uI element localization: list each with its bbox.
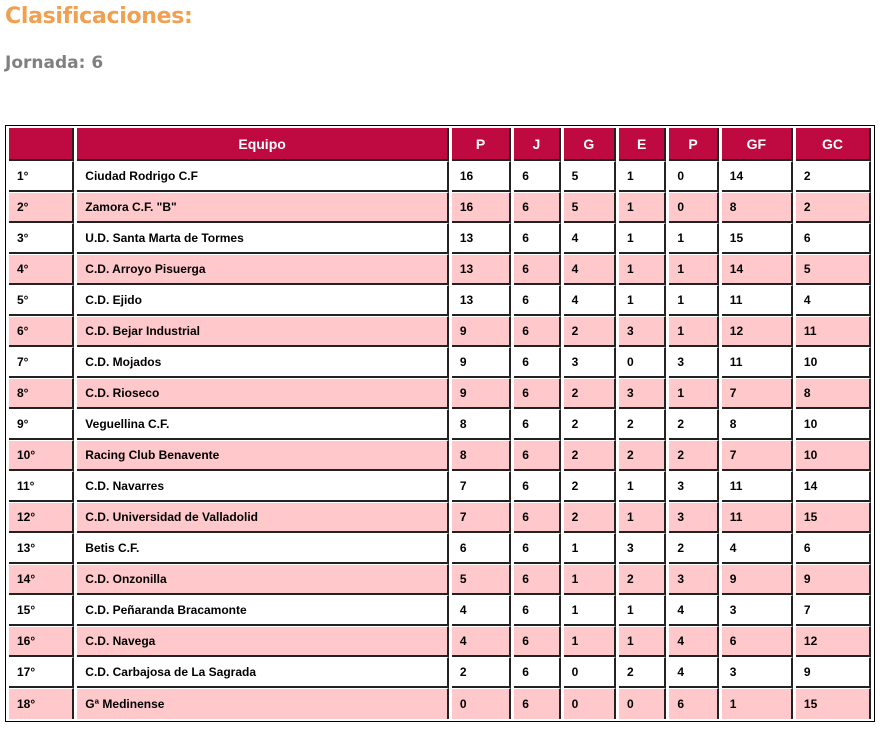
cell-lost: 2 — [669, 440, 718, 471]
cell-position: 17° — [9, 657, 74, 688]
cell-goals-for: 6 — [722, 626, 793, 657]
cell-drawn: 1 — [619, 192, 666, 223]
cell-position: 11° — [9, 471, 74, 502]
cell-goals-for: 7 — [722, 440, 793, 471]
cell-played: 6 — [514, 192, 560, 223]
cell-goals-for: 11 — [722, 285, 793, 316]
cell-lost: 4 — [669, 626, 718, 657]
table-row — [9, 471, 871, 502]
cell-goals-against: 15 — [796, 502, 871, 533]
cell-goals-against: 12 — [796, 626, 871, 657]
cell-position: 4° — [9, 254, 74, 285]
cell-played: 6 — [514, 533, 560, 564]
cell-won: 1 — [564, 564, 616, 595]
cell-goals-against: 5 — [796, 254, 871, 285]
cell-goals-for: 8 — [722, 409, 793, 440]
column-header-goals-for: GF — [722, 128, 793, 161]
cell-goals-against: 9 — [796, 564, 871, 595]
cell-won: 5 — [564, 161, 616, 192]
cell-goals-against: 10 — [796, 409, 871, 440]
cell-drawn: 2 — [619, 657, 666, 688]
cell-lost: 3 — [669, 471, 718, 502]
cell-goals-against: 11 — [796, 316, 871, 347]
cell-points: 0 — [452, 688, 511, 719]
matchday-label: Jornada: 6 — [5, 53, 104, 73]
cell-drawn: 3 — [619, 533, 666, 564]
cell-points: 16 — [452, 192, 511, 223]
column-header-position — [9, 128, 74, 161]
cell-drawn: 2 — [619, 564, 666, 595]
cell-won: 0 — [564, 657, 616, 688]
cell-lost: 1 — [669, 378, 718, 409]
table-row — [9, 285, 871, 316]
cell-team: C.D. Bejar Industrial — [77, 316, 449, 347]
table-row — [9, 192, 871, 223]
table-row — [9, 440, 871, 471]
table-row — [9, 409, 871, 440]
cell-played: 6 — [514, 285, 560, 316]
cell-won: 2 — [564, 316, 616, 347]
cell-goals-against: 10 — [796, 347, 871, 378]
cell-points: 7 — [452, 471, 511, 502]
cell-team: C.D. Universidad de Valladolid — [77, 502, 449, 533]
cell-goals-for: 7 — [722, 378, 793, 409]
cell-position: 8° — [9, 378, 74, 409]
cell-lost: 6 — [669, 688, 718, 719]
cell-team: C.D. Navarres — [77, 471, 449, 502]
cell-lost: 1 — [669, 316, 718, 347]
cell-drawn: 1 — [619, 595, 666, 626]
cell-won: 1 — [564, 626, 616, 657]
cell-points: 16 — [452, 161, 511, 192]
cell-goals-for: 11 — [722, 502, 793, 533]
cell-drawn: 1 — [619, 626, 666, 657]
cell-position: 16° — [9, 626, 74, 657]
cell-played: 6 — [514, 471, 560, 502]
cell-drawn: 1 — [619, 254, 666, 285]
header-row — [9, 128, 871, 161]
cell-goals-against: 15 — [796, 688, 871, 719]
cell-played: 6 — [514, 657, 560, 688]
cell-won: 2 — [564, 440, 616, 471]
cell-team: C.D. Peñaranda Bracamonte — [77, 595, 449, 626]
cell-won: 2 — [564, 502, 616, 533]
cell-position: 3° — [9, 223, 74, 254]
cell-lost: 3 — [669, 347, 718, 378]
cell-played: 6 — [514, 347, 560, 378]
cell-goals-for: 14 — [722, 254, 793, 285]
cell-team: C.D. Carbajosa de La Sagrada — [77, 657, 449, 688]
cell-lost: 1 — [669, 254, 718, 285]
cell-points: 13 — [452, 285, 511, 316]
cell-position: 18° — [9, 688, 74, 719]
cell-position: 14° — [9, 564, 74, 595]
table-row — [9, 223, 871, 254]
cell-points: 13 — [452, 254, 511, 285]
cell-drawn: 1 — [619, 502, 666, 533]
cell-position: 6° — [9, 316, 74, 347]
cell-lost: 2 — [669, 409, 718, 440]
cell-goals-for: 9 — [722, 564, 793, 595]
cell-position: 13° — [9, 533, 74, 564]
cell-won: 2 — [564, 409, 616, 440]
cell-won: 5 — [564, 192, 616, 223]
cell-points: 7 — [452, 502, 511, 533]
cell-points: 9 — [452, 378, 511, 409]
cell-position: 15° — [9, 595, 74, 626]
cell-lost: 4 — [669, 657, 718, 688]
cell-played: 6 — [514, 409, 560, 440]
cell-played: 6 — [514, 564, 560, 595]
cell-points: 5 — [452, 564, 511, 595]
cell-goals-for: 3 — [722, 595, 793, 626]
column-header-goals-against: GC — [796, 128, 871, 161]
cell-goals-for: 14 — [722, 161, 793, 192]
column-header-won: G — [564, 128, 616, 161]
cell-goals-against: 4 — [796, 285, 871, 316]
cell-played: 6 — [514, 502, 560, 533]
table-row — [9, 626, 871, 657]
cell-team: Zamora C.F. "B" — [77, 192, 449, 223]
table-row — [9, 161, 871, 192]
cell-drawn: 3 — [619, 316, 666, 347]
cell-position: 5° — [9, 285, 74, 316]
cell-won: 2 — [564, 471, 616, 502]
cell-won: 1 — [564, 533, 616, 564]
cell-goals-against: 7 — [796, 595, 871, 626]
cell-points: 2 — [452, 657, 511, 688]
column-header-played: J — [514, 128, 560, 161]
cell-team: Betis C.F. — [77, 533, 449, 564]
page-title: Clasificaciones: — [5, 4, 193, 29]
table-row — [9, 254, 871, 285]
cell-goals-against: 2 — [796, 161, 871, 192]
table-row — [9, 533, 871, 564]
cell-goals-for: 1 — [722, 688, 793, 719]
cell-lost: 3 — [669, 502, 718, 533]
cell-played: 6 — [514, 626, 560, 657]
column-header-points: P — [452, 128, 511, 161]
cell-goals-for: 3 — [722, 657, 793, 688]
cell-played: 6 — [514, 440, 560, 471]
cell-team: C.D. Ejido — [77, 285, 449, 316]
cell-points: 9 — [452, 347, 511, 378]
cell-goals-against: 6 — [796, 533, 871, 564]
cell-won: 4 — [564, 285, 616, 316]
column-header-lost: P — [669, 128, 718, 161]
cell-lost: 1 — [669, 223, 718, 254]
cell-team: C.D. Rioseco — [77, 378, 449, 409]
table-row — [9, 657, 871, 688]
cell-goals-against: 8 — [796, 378, 871, 409]
column-header-team: Equipo — [77, 128, 449, 161]
cell-played: 6 — [514, 595, 560, 626]
cell-position: 12° — [9, 502, 74, 533]
table-row — [9, 595, 871, 626]
cell-goals-against: 6 — [796, 223, 871, 254]
cell-played: 6 — [514, 223, 560, 254]
cell-points: 4 — [452, 626, 511, 657]
cell-drawn: 2 — [619, 409, 666, 440]
cell-team: Veguellina C.F. — [77, 409, 449, 440]
cell-position: 2° — [9, 192, 74, 223]
cell-goals-against: 10 — [796, 440, 871, 471]
cell-goals-against: 14 — [796, 471, 871, 502]
cell-goals-against: 2 — [796, 192, 871, 223]
cell-played: 6 — [514, 688, 560, 719]
cell-points: 13 — [452, 223, 511, 254]
column-header-drawn: E — [619, 128, 666, 161]
cell-position: 10° — [9, 440, 74, 471]
cell-played: 6 — [514, 254, 560, 285]
cell-won: 4 — [564, 223, 616, 254]
cell-won: 0 — [564, 688, 616, 719]
cell-team: Ciudad Rodrigo C.F — [77, 161, 449, 192]
cell-drawn: 1 — [619, 223, 666, 254]
cell-team: C.D. Mojados — [77, 347, 449, 378]
table-row — [9, 688, 871, 719]
cell-goals-for: 11 — [722, 471, 793, 502]
cell-goals-for: 15 — [722, 223, 793, 254]
cell-lost: 4 — [669, 595, 718, 626]
cell-goals-for: 11 — [722, 347, 793, 378]
cell-team: C.D. Arroyo Pisuerga — [77, 254, 449, 285]
cell-won: 4 — [564, 254, 616, 285]
cell-points: 8 — [452, 409, 511, 440]
cell-points: 8 — [452, 440, 511, 471]
cell-goals-against: 9 — [796, 657, 871, 688]
cell-won: 3 — [564, 347, 616, 378]
table-row — [9, 502, 871, 533]
cell-team: U.D. Santa Marta de Tormes — [77, 223, 449, 254]
cell-lost: 0 — [669, 192, 718, 223]
table-row — [9, 564, 871, 595]
cell-team: Racing Club Benavente — [77, 440, 449, 471]
cell-position: 1° — [9, 161, 74, 192]
cell-goals-for: 4 — [722, 533, 793, 564]
cell-won: 1 — [564, 595, 616, 626]
cell-goals-for: 12 — [722, 316, 793, 347]
standings-table — [5, 125, 875, 722]
cell-drawn: 3 — [619, 378, 666, 409]
cell-drawn: 1 — [619, 285, 666, 316]
cell-points: 9 — [452, 316, 511, 347]
cell-team: Gª Medinense — [77, 688, 449, 719]
cell-team: C.D. Onzonilla — [77, 564, 449, 595]
cell-position: 7° — [9, 347, 74, 378]
cell-points: 4 — [452, 595, 511, 626]
table-row — [9, 316, 871, 347]
table-row — [9, 347, 871, 378]
cell-drawn: 1 — [619, 161, 666, 192]
cell-lost: 3 — [669, 564, 718, 595]
cell-drawn: 2 — [619, 440, 666, 471]
cell-played: 6 — [514, 161, 560, 192]
cell-lost: 1 — [669, 285, 718, 316]
cell-played: 6 — [514, 378, 560, 409]
cell-points: 6 — [452, 533, 511, 564]
cell-team: C.D. Navega — [77, 626, 449, 657]
cell-won: 2 — [564, 378, 616, 409]
cell-played: 6 — [514, 316, 560, 347]
cell-lost: 2 — [669, 533, 718, 564]
table-row — [9, 378, 871, 409]
cell-lost: 0 — [669, 161, 718, 192]
cell-drawn: 0 — [619, 688, 666, 719]
cell-drawn: 0 — [619, 347, 666, 378]
cell-drawn: 1 — [619, 471, 666, 502]
cell-goals-for: 8 — [722, 192, 793, 223]
cell-position: 9° — [9, 409, 74, 440]
